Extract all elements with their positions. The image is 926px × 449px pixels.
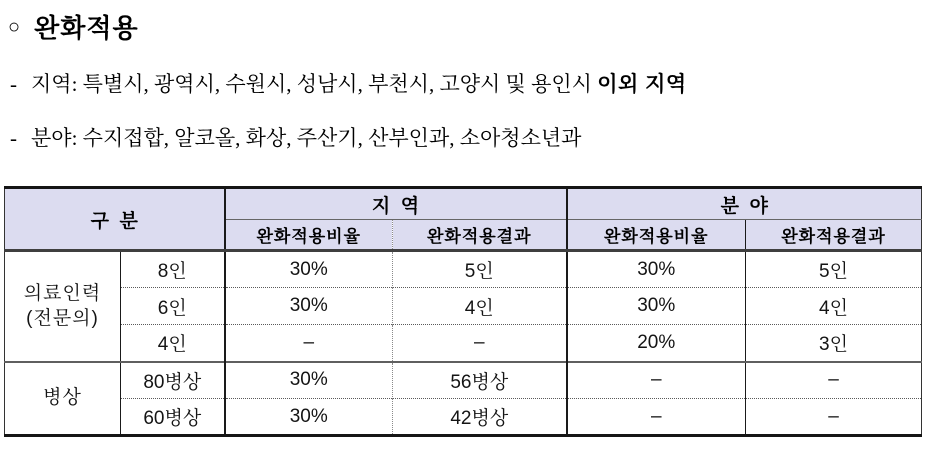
cell-field-result: – — [746, 362, 922, 399]
cell-field-ratio: 30% — [567, 288, 746, 325]
cell-field-ratio: – — [567, 362, 746, 399]
cell-subcategory: 80병상 — [121, 362, 225, 399]
bullet-region-bold-text: 이외 지역 — [597, 73, 687, 96]
cell-field-result: 5인 — [746, 251, 922, 288]
header-field-ratio: 완화적용비율 — [567, 220, 746, 251]
rowgroup-label-beds: 병상 — [5, 362, 121, 436]
table-row — [5, 251, 922, 288]
header-field-group: 분 야 — [567, 188, 922, 220]
header-region-ratio: 완화적용비율 — [225, 220, 393, 251]
circle-bullet-icon: ○ — [8, 15, 21, 38]
table-row — [5, 362, 922, 399]
cell-subcategory: 6인 — [121, 288, 225, 325]
cell-subcategory: 60병상 — [121, 399, 225, 436]
cell-field-ratio: 20% — [567, 325, 746, 362]
section-heading-text: 완화적용 — [34, 13, 139, 43]
cell-region-result: 5인 — [393, 251, 567, 288]
rowgroup-label-medical-staff: 의료인력 (전문의) — [23, 282, 102, 330]
section-heading — [8, 8, 139, 45]
cell-region-result: 4인 — [393, 288, 567, 325]
cell-region-ratio: 30% — [225, 362, 393, 399]
bullet-field — [10, 122, 581, 152]
bullet-field-text: 분야: 수지접합, 알코올, 화상, 주산기, 산부인과, 소아청소년과 — [31, 126, 582, 150]
cell-subcategory: 4인 — [121, 325, 225, 362]
cell-region-result: 42병상 — [393, 399, 567, 436]
header-field-result: 완화적용결과 — [746, 220, 922, 251]
header-region-result: 완화적용결과 — [393, 220, 567, 251]
dash-icon: - — [10, 126, 17, 150]
cell-field-result: – — [746, 399, 922, 436]
table-row — [5, 288, 922, 325]
cell-region-ratio: 30% — [225, 399, 393, 436]
cell-field-ratio: – — [567, 399, 746, 436]
dash-icon: - — [10, 72, 17, 96]
bullet-region-text: 지역: 특별시, 광역시, 수원시, 성남시, 부천시, 고양시 및 용인시 이외 지역 — [31, 72, 687, 96]
table-header — [5, 188, 922, 251]
bullet-region — [10, 68, 687, 98]
cell-field-result: 3인 — [746, 325, 922, 362]
cell-field-result: 4인 — [746, 288, 922, 325]
cell-field-ratio: 30% — [567, 251, 746, 288]
table-row — [5, 399, 922, 436]
header-region-group: 지 역 — [225, 188, 567, 220]
cell-region-ratio: 30% — [225, 288, 393, 325]
header-gubun: 구 분 — [5, 188, 225, 251]
cell-subcategory: 8인 — [121, 251, 225, 288]
table-row — [5, 325, 922, 362]
table-body — [5, 251, 922, 436]
cell-region-ratio: – — [225, 325, 393, 362]
cell-region-result: – — [393, 325, 567, 362]
cell-region-ratio: 30% — [225, 251, 393, 288]
header-row-groups — [5, 188, 922, 220]
cell-region-result: 56병상 — [393, 362, 567, 399]
relaxation-table — [4, 186, 922, 437]
